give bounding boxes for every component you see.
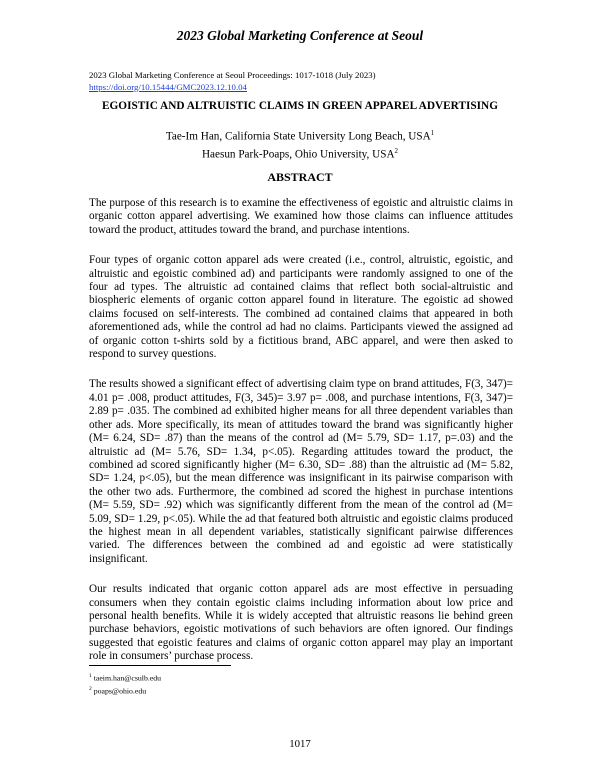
footnote-2: $^2$ poaps@ohio.edu	[89, 685, 147, 696]
footnote-1: $^1$ taeim.han@csulb.edu	[89, 673, 162, 683]
proceedings-citation: 2023 Global Marketing Conference at Seoul Proceedings: 1017-1018 (July 2023)	[89, 70, 376, 80]
abstract-paragraph-3: The results showed a significant effect of advertising claim type on brand attitudes, F(3, 347)= 4.01 p= .008, product attitudes, F(3, 345)= 3.97 p= .008, and purchase intentions, F(3, 347)= 2.89 p= .035. The combined ad exhibited higher means for all three dependent variables than other ads. More specifically, its mean of attitudes toward the brand was significantly higher (M= 6.24, SD= .87) than the means of the control ad (M= 5.79, SD= 1.17, p=.03) and the altruistic ad (M= 5.76, SD= 1.34, p<.05). Regarding attitudes toward the product, the combined ad scored significantly higher (M= 6.30, SD= .88) than the altruistic ad (M= 5.82, SD= 1.24, p<.05), but the mean difference was insignificant in its pairwise comparison with the other two ads. Furthermore, the combined ad scored the highest in purchase intentions (M= 5.59, SD= .92) which was significantly different from the mean of the control ad (M= 5.09, SD= 1.29, p<.05). While the ad that featured both altruistic and egoistic claims produced the highest mean in all dependent variables, statistically significant pairwise differences varied. The differences between the combined ad and egoistic ad were statistically insignificant.	[89, 378, 513, 565]
page-number: 1017	[289, 738, 311, 750]
abstract-paragraph-1: The purpose of this research is to examine the effectiveness of egoistic and altruistic claims in organic cotton apparel advertising. We examined how those claims can influence attitudes toward the product, attitudes toward the brand, and purchase intentions.	[89, 197, 513, 236]
author-list	[0, 126, 600, 162]
paper-title: EGOISTIC AND ALTRUISTIC CLAIMS IN GREEN APPAREL ADVERTISING	[101, 100, 499, 112]
abstract-paragraph-2: Four types of organic cotton apparel ads were created (i.e., control, altruistic, egoistic, and altruistic and egoistic combined ad) and participants were randomly assigned to one of the four ad types. The altruistic ad contained claims that reflect both social-altruistic and biospheric elements of organic cotton apparel found in literature. The egoistic ad showed claims focused on self-interests. The combined ad contained claims that appeared in both aforementioned ads, while the control ad had no claims. Participants viewed the assigned ad of organic cotton t-shirts sold by a fictitious brand, ABC apparel, and were then asked to respond to survey questions.	[89, 254, 513, 361]
footnotes	[89, 671, 161, 697]
abstract-paragraph-4: Our results indicated that organic cotton apparel ads are most effective in persuading consumers when they contain egoistic claims including information about low price and personal health benefits. While it is widely accepted that altruistic reasons lie behind green purchase behaviors, egoistic motivations of such behaviors are often ignored. Our findings suggested that egoistic features and claims of organic cotton apparel may play an important role in consumers’ purchase process.	[89, 583, 513, 663]
footnote-divider	[89, 665, 231, 666]
conference-header: 2023 Global Marketing Conference at Seoul	[176, 28, 424, 43]
abstract-heading: ABSTRACT	[267, 170, 333, 184]
author-2: Haesun Park-Poaps, Ohio University, USA$^2$	[201, 147, 399, 161]
doi-link[interactable]: https://doi.org/10.15444/GMC2023.12.10.04	[89, 81, 247, 92]
proceedings-info	[89, 70, 376, 93]
footnote-mark: 2	[394, 147, 399, 156]
author-1: Tae-Im Han, California State University Long Beach, USA$^1$	[165, 129, 435, 143]
footnote-mark: 1	[430, 129, 435, 137]
abstract-body	[89, 197, 513, 681]
